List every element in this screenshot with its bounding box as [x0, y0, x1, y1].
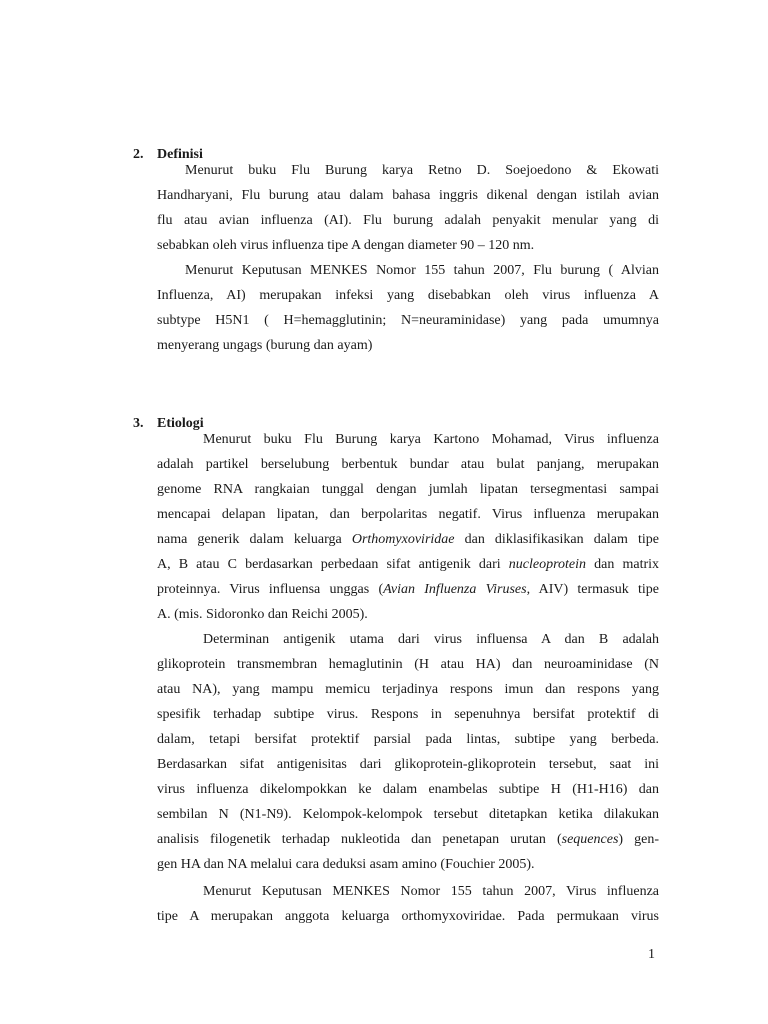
text-line: adalah partikel berselubung berbentuk bundar atau bulat panjang, merupakan: [157, 457, 659, 472]
section-definisi-body: [133, 158, 659, 358]
text-run: , AIV) termasuk tipe: [526, 582, 659, 597]
text-run: nama generik dalam keluarga: [157, 532, 352, 547]
section-title: Etiologi: [157, 416, 204, 431]
text-run: dan diklasifikasikan dalam tipe: [454, 532, 659, 547]
text-line: glikoprotein transmembran hemaglutinin (H atau HA) dan neuroaminidase (N: [157, 657, 659, 672]
text-line: virus influenza dikelompokkan ke dalam enambelas subtipe H (H1-H16) dan: [157, 782, 659, 797]
text-run: analisis filogenetik terhadap nukleotida dan penetapan urutan (: [157, 832, 562, 847]
text-run: ) gen-: [618, 832, 659, 847]
italic-term: nucleoprotein: [508, 557, 587, 572]
text-line: flu atau avian influenza (AI). Flu burung adalah penyakit menular yang di: [157, 213, 659, 228]
section-etiologi-body: [133, 427, 659, 929]
section-number: 3.: [133, 416, 144, 431]
italic-term: sequences: [561, 832, 619, 847]
text-line-mixed: [157, 577, 659, 602]
text-line: subtype H5N1 ( H=hemagglutinin; N=neuraminidase) yang pada umumnya: [157, 313, 659, 328]
italic-term: Avian Influenza Viruses: [383, 582, 527, 597]
section-number: 2.: [133, 147, 144, 162]
text-line-mixed: [157, 552, 659, 577]
text-run: proteinnya. Virus influensa unggas (: [157, 582, 384, 597]
text-line: Berdasarkan sifat antigenisitas dari glikoprotein-glikoprotein tersebut, saat ini: [157, 757, 659, 772]
text-line-mixed: [157, 527, 659, 552]
text-line: tipe A merupakan anggota keluarga orthomyxoviridae. Pada permukaan virus: [157, 909, 659, 924]
text-line: menyerang ungags (burung dan ayam): [157, 338, 373, 353]
text-line: Menurut buku Flu Burung karya Retno D. Soejoedono & Ekowati: [185, 163, 659, 178]
text-line: dalam, tetapi bersifat protektif parsial pada lintas, subtipe yang berbeda.: [157, 732, 659, 747]
text-line: genome RNA rangkaian tunggal dengan jumlah lipatan tersegmentasi sampai: [157, 482, 659, 497]
page-number: 1: [648, 947, 655, 962]
text-line: Handharyani, Flu burung atau dalam bahasa inggris dikenal dengan istilah avian: [157, 188, 659, 203]
text-line: sembilan N (N1-N9). Kelompok-kelompok tersebut ditetapkan ketika dilakukan: [157, 807, 659, 822]
text-line: spesifik terhadap subtipe virus. Respons in sepenuhnya bersifat protektif di: [157, 707, 659, 722]
text-line: Determinan antigenik utama dari virus influensa A dan B adalah: [203, 632, 659, 647]
text-line: A. (mis. Sidoronko dan Reichi 2005).: [157, 607, 368, 622]
text-line: atau NA), yang mampu memicu terjadinya respons imun dan respons yang: [157, 682, 659, 697]
italic-term: Orthomyxoviridae: [351, 532, 455, 547]
text-run: A, B atau C berdasarkan perbedaan sifat antigenik dari: [157, 557, 509, 572]
paragraph-group: [157, 158, 659, 358]
section-title: Definisi: [157, 147, 203, 162]
text-run: dan matrix: [586, 557, 660, 572]
text-line: Influenza, AI) merupakan infeksi yang disebabkan oleh virus influenza A: [157, 288, 659, 303]
text-line: mencapai delapan lipatan, dan berpolaritas negatif. Virus influenza merupakan: [157, 507, 659, 522]
text-line: Menurut Keputusan MENKES Nomor 155 tahun 2007, Flu burung ( Alvian: [185, 263, 659, 278]
text-line-mixed: [157, 827, 659, 852]
text-line: gen HA dan NA melalui cara deduksi asam amino (Fouchier 2005).: [157, 857, 535, 872]
paragraph-group: [157, 427, 659, 929]
text-line: Menurut buku Flu Burung karya Kartono Mohamad, Virus influenza: [203, 432, 659, 447]
text-line: Menurut Keputusan MENKES Nomor 155 tahun 2007, Virus influenza: [203, 884, 659, 899]
text-line: sebabkan oleh virus influenza tipe A dengan diameter 90 – 120 nm.: [157, 238, 535, 253]
